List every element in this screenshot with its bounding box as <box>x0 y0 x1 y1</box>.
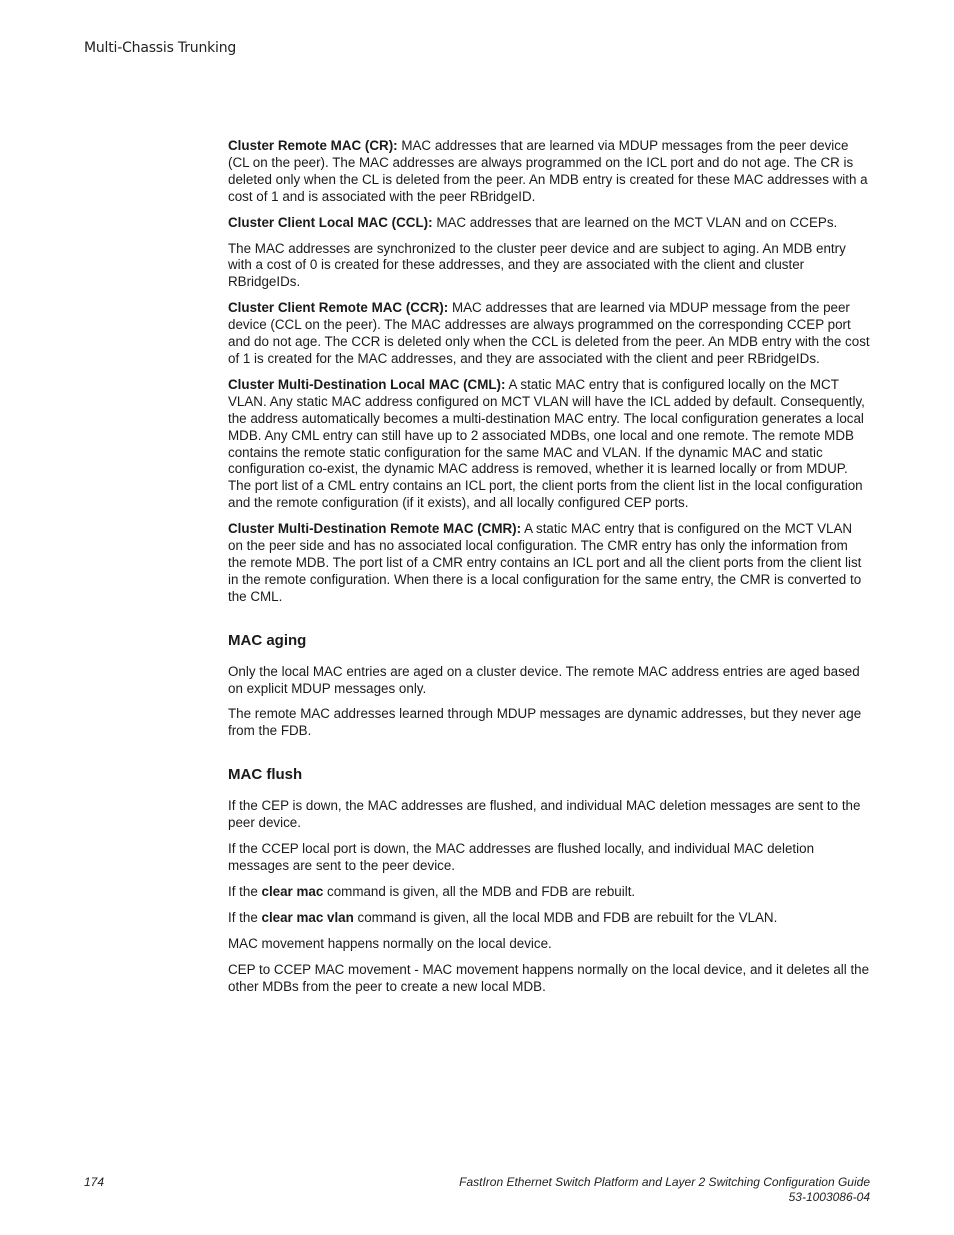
text-run: If the <box>228 883 262 899</box>
definition-cml <box>228 377 870 512</box>
definition-term: Cluster Client Remote MAC (CCR): <box>228 300 449 316</box>
definition-cr <box>228 138 870 206</box>
mac-flush-paragraph <box>228 884 870 901</box>
text-run: command is given, all the local MDB and FDB are rebuilt for the VLAN. <box>353 909 778 925</box>
section-heading-mac-aging: MAC aging <box>228 631 307 649</box>
definition-ccl <box>228 215 870 232</box>
mac-flush-paragraph <box>228 910 870 927</box>
definition-text: MAC addresses that are learned on the MCT VLAN and on CCEPs. <box>432 214 838 230</box>
mac-flush-paragraph: If the CEP is down, the MAC addresses are flushed, and individual MAC deletion messages are sent to the peer device. <box>228 798 861 831</box>
definition-term: Cluster Multi-Destination Remote MAC (CMR): <box>228 521 522 537</box>
definition-term: Cluster Multi-Destination Local MAC (CML): <box>228 376 506 392</box>
text-run: command is given, all the MDB and FDB are rebuilt. <box>323 883 636 899</box>
mac-flush-paragraph: MAC movement happens normally on the local device. <box>228 935 552 951</box>
command-name: clear mac vlan <box>261 909 354 925</box>
running-header: Multi-Chassis Trunking <box>84 40 237 56</box>
command-name: clear mac <box>261 883 324 899</box>
footer-doc-info <box>459 1175 870 1205</box>
definition-text: MAC addresses that are learned via MDUP message from the peer device (CCL on the peer). The MAC addresses are always programmed on the corresponding CCEP port and do not age. The CCR is deleted only when the CCL is deleted from the peer. An MDB entry with the cost of 1 is created for the MAC addresses, and they are associated with the client and peer RBridgeIDs. <box>228 300 870 366</box>
mac-flush-paragraph: If the CCEP local port is down, the MAC addresses are flushed locally, and individual MAC deletion messages are sent to the peer device. <box>228 841 815 873</box>
definition-cmr <box>228 521 870 606</box>
definition-text: A static MAC entry that is configured on the MCT VLAN on the peer side and has no associated local configuration. The CMR entry has only the information from the remote MDB. The port list of a CMR entry contains an ICL port and all the client ports from the client list in the remote configuration. When there is a local configuration for the same entry, the CMR is converted to the CML. <box>228 521 862 604</box>
text-run: If the <box>228 909 262 925</box>
definition-term: Cluster Client Local MAC (CCL): <box>228 214 433 230</box>
definition-text: MAC addresses that are learned via MDUP messages from the peer device (CL on the peer). The MAC addresses are always programmed on the ICL port and do not age. The CR is deleted only when the CL is deleted from the peer. An MDB entry is created for these MAC addresses with a cost of 1 and is associated with the peer RBridgeID. <box>228 138 868 204</box>
section-heading-mac-flush: MAC flush <box>228 766 303 784</box>
mac-aging-paragraph: The remote MAC addresses learned through MDUP messages are dynamic addresses, but they never age from the FDB. <box>228 706 862 739</box>
definition-ccr <box>228 300 870 368</box>
document-number: 53-1003086-04 <box>788 1190 870 1204</box>
definition-term: Cluster Remote MAC (CR): <box>228 138 398 153</box>
definition-text: A static MAC entry that is configured locally on the MCT VLAN. Any static MAC address configured on MCT VLAN will have the ICL added by default. Consequently, the address automatically becomes a multi-destination MAC entry. The local configuration generates a local MDB. Any CML entry can still have up to 2 associated MDBs, one local and one remote. The remote MDB contains the remote static configuration for the same MAC and VLAN. If the dynamic MAC and static configuration co-exist, the dynamic MAC address is removed, whether it is learned locally or from MDUP. The port list of a CML entry contains an ICL port, the client ports from the client list in the local configuration and the remote configuration (if it exists), and all locally configured CEP ports. <box>228 376 865 511</box>
page-body <box>228 138 870 1004</box>
page-number: 174 <box>84 1175 105 1189</box>
ccl-followup-paragraph: The MAC addresses are synchronized to the cluster peer device and are subject to aging. An MDB entry with a cost of 0 is created for these addresses, and they are associated with the client and cluster RBridgeIDs. <box>228 240 846 290</box>
mac-flush-paragraph: CEP to CCEP MAC movement - MAC movement happens normally on the local device, and it deletes all the other MDBs from the peer to create a new local MDB. <box>228 961 870 994</box>
guide-title: FastIron Ethernet Switch Platform and Layer 2 Switching Configuration Guide <box>459 1175 870 1189</box>
mac-aging-paragraph: Only the local MAC entries are aged on a cluster device. The remote MAC address entries are aged based on explicit MDUP messages only. <box>228 663 860 696</box>
